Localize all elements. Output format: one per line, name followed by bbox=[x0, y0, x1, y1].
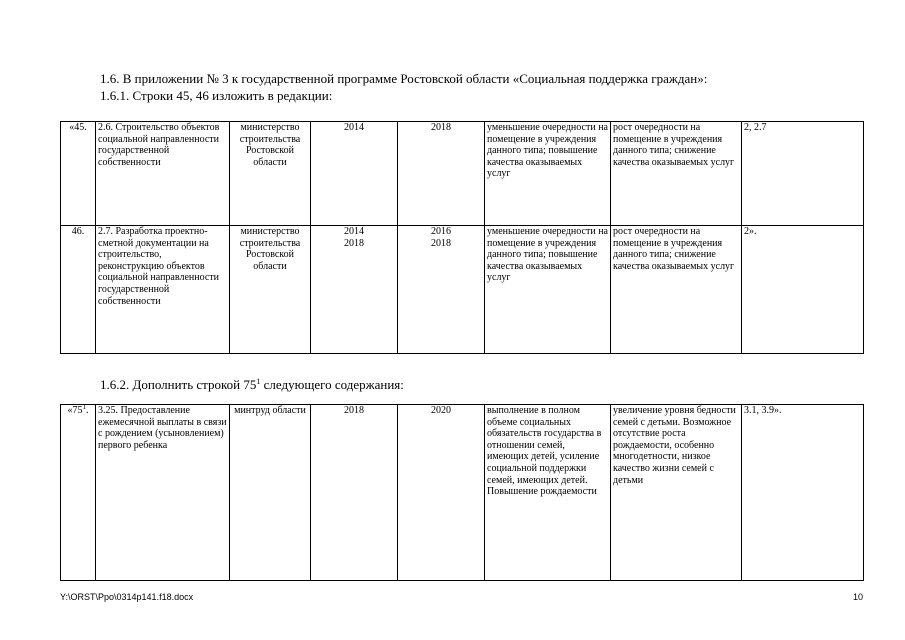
row-number: 46. bbox=[61, 226, 96, 354]
table-row-75-1 bbox=[60, 404, 864, 581]
start-year: 2014 2018 bbox=[311, 226, 398, 354]
measure-name: 2.7. Разработка проектно-сметной документации на строительство, реконструкцию объектов социальной направленности государственной собственности bbox=[96, 226, 230, 354]
non-implementation-consequence: рост очередности на помещение в учреждения данного типа; снижение качества оказываемых услуг bbox=[611, 226, 742, 354]
row-number: «45. bbox=[61, 122, 96, 226]
row-number-main: «75 bbox=[67, 405, 83, 416]
expected-result: выполнение в полном объеме социальных обязательств государства в отношении семей, имеющих детей, усиление социальной поддержки семей, имеющих детей. Повышение рождаемости bbox=[485, 405, 611, 581]
executor: министерство строительства Ростовской области bbox=[230, 122, 311, 226]
indicator-link: 2». bbox=[742, 226, 864, 354]
non-implementation-consequence: рост очередности на помещение в учреждения данного типа; снижение качества оказываемых услуг bbox=[611, 122, 742, 226]
page-number: 10 bbox=[852, 592, 863, 602]
table-row bbox=[61, 226, 864, 354]
section-heading-1-6-1: 1.6.1. Строки 45, 46 изложить в редакции: bbox=[100, 88, 333, 103]
row-number bbox=[61, 405, 96, 581]
end-year: 2020 bbox=[398, 405, 485, 581]
non-implementation-consequence: увеличение уровня бедности семей с детьми. Возможное отсутствие роста рождаемости, особенно многодетности, низкое качество жизни семей с детьми bbox=[611, 405, 742, 581]
table-row bbox=[61, 122, 864, 226]
end-year: 2016 2018 bbox=[398, 226, 485, 354]
footer-file-path: Y:\ORST\Ppo\0314p141.f18.docx bbox=[60, 592, 194, 602]
executor: министерство строительства Ростовской области bbox=[230, 226, 311, 354]
section-heading-1-6-2 bbox=[100, 377, 404, 392]
heading-text: 1.6.2. Дополнить строкой 75 bbox=[100, 377, 257, 392]
expected-result: уменьшение очередности на помещение в учреждения данного типа; повышение качества оказываемых услуг bbox=[485, 226, 611, 354]
row-number-tail: . bbox=[86, 405, 89, 416]
indicator-link: 2, 2.7 bbox=[742, 122, 864, 226]
measure-name: 3.25. Предоставление ежемесячной выплаты в связи с рождением (усыновлением) первого ребенка bbox=[96, 405, 230, 581]
indicator-link: 3.1, 3.9». bbox=[742, 405, 864, 581]
section-heading-1-6: 1.6. В приложении № 3 к государственной программе Ростовской области «Социальная поддержка граждан»: bbox=[100, 71, 708, 86]
table-row bbox=[61, 405, 864, 581]
executor: минтруд области bbox=[230, 405, 311, 581]
heading-superscript: 1 bbox=[256, 377, 261, 386]
start-year: 2018 bbox=[311, 405, 398, 581]
start-year: 2014 bbox=[311, 122, 398, 226]
end-year: 2018 bbox=[398, 122, 485, 226]
table-rows-45-46 bbox=[60, 121, 864, 354]
row-number-superscript: 1 bbox=[82, 404, 86, 411]
heading-tail: следующего содержания: bbox=[260, 377, 404, 392]
measure-name: 2.6. Строительство объектов социальной направленности государственной собственности bbox=[96, 122, 230, 226]
expected-result: уменьшение очередности на помещение в учреждения данного типа; повышение качества оказываемых услуг bbox=[485, 122, 611, 226]
